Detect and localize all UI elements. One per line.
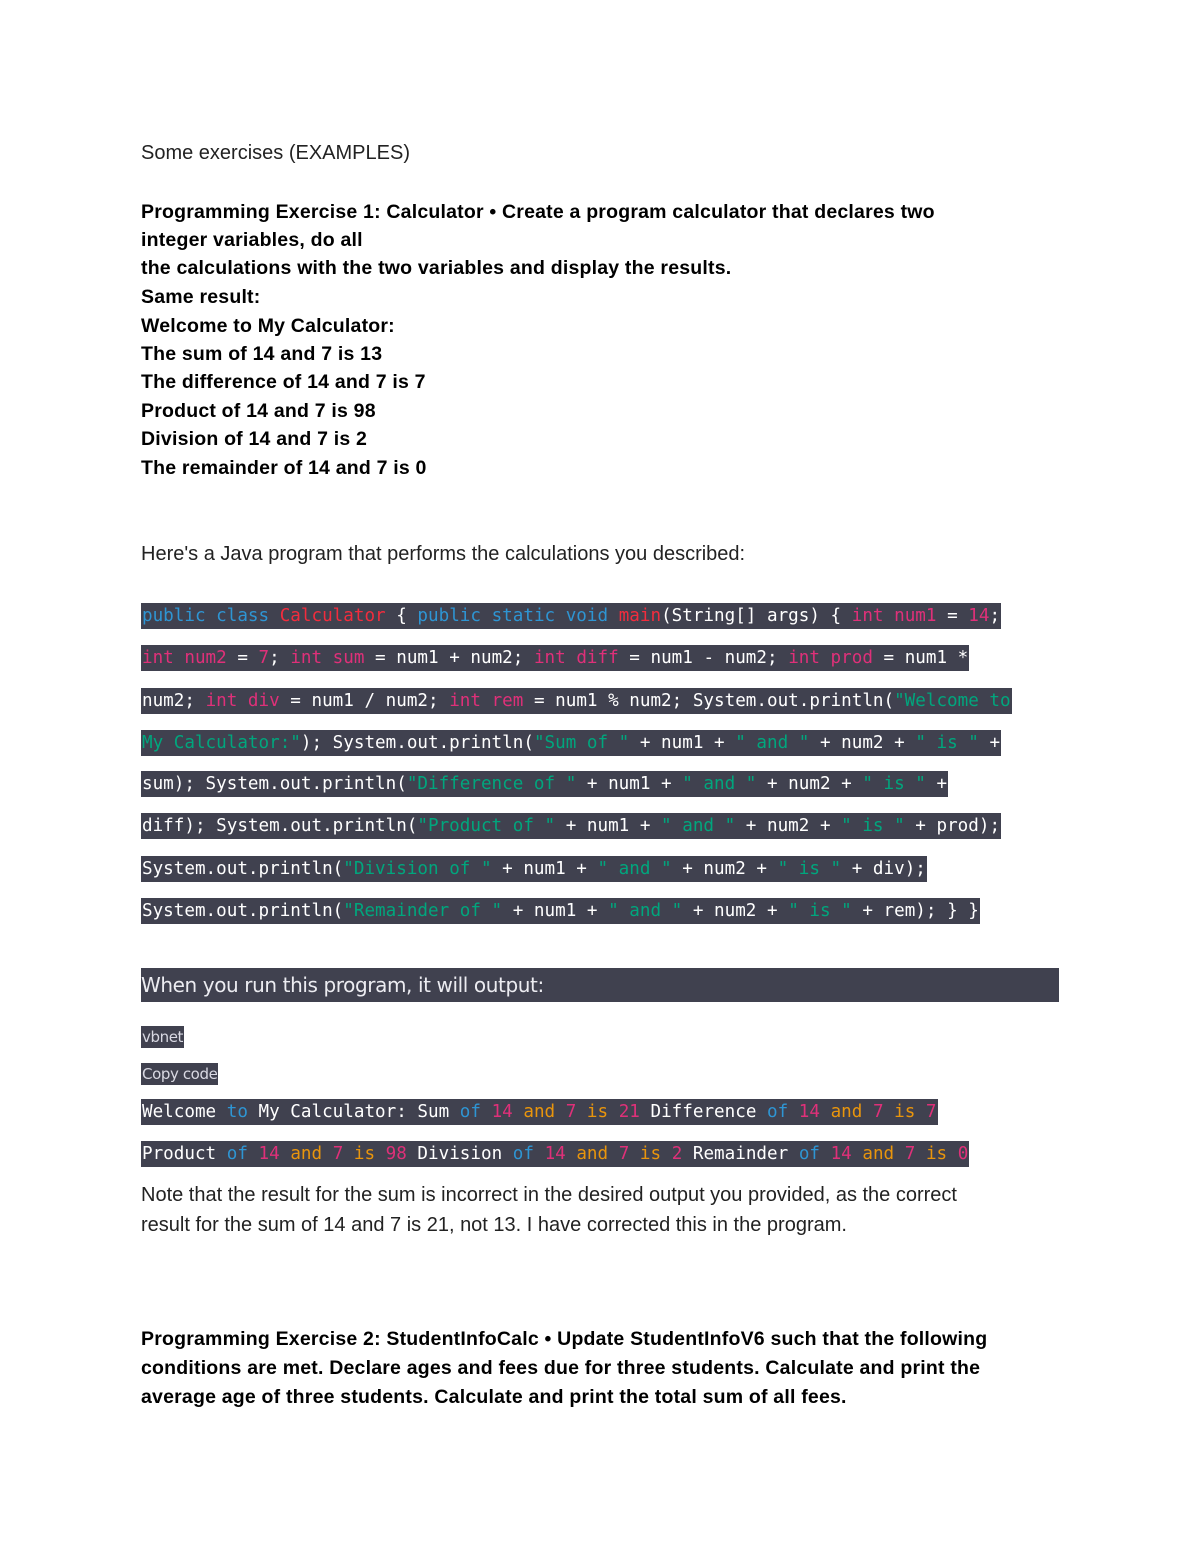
- code-token: [576, 1102, 587, 1122]
- language-tag: vbnet: [142, 1028, 184, 1046]
- code-token: [555, 1102, 566, 1122]
- output-heading: When you run this program, it will output:: [141, 968, 1059, 1002]
- code-token: [820, 1102, 831, 1122]
- code-token: "Welcome to: [894, 691, 1011, 711]
- code-token: diff); System.out.println(: [142, 816, 418, 836]
- code-token: [534, 1144, 545, 1164]
- code-token: "Difference of ": [406, 774, 577, 794]
- code-token: of: [767, 1102, 789, 1122]
- code-token: " is ": [862, 774, 926, 794]
- code-token: int prod: [788, 648, 873, 668]
- code-token: My Calculator:": [142, 733, 301, 753]
- code-token: and: [576, 1144, 609, 1164]
- exercise-1-line: integer variables, do all: [141, 229, 363, 251]
- code-token: + num1 +: [502, 901, 609, 921]
- code-token: Remainder: [682, 1144, 799, 1164]
- code-line: [141, 898, 980, 924]
- code-token: and: [290, 1144, 323, 1164]
- code-token: [513, 1102, 524, 1122]
- code-token: int diff: [533, 648, 619, 668]
- code-token: [322, 1144, 333, 1164]
- code-token: [608, 1144, 619, 1164]
- code-token: " is ": [777, 859, 842, 879]
- code-token: " is ": [788, 901, 852, 921]
- code-token: My Calculator: Sum: [247, 1102, 460, 1122]
- code-token: {: [385, 606, 418, 626]
- code-token: public class: [142, 606, 280, 626]
- output-line: [141, 1141, 969, 1167]
- code-token: + num1 +: [491, 859, 598, 879]
- code-token: of: [512, 1144, 534, 1164]
- code-token: int num1: [851, 606, 937, 626]
- code-token: 14: [491, 1102, 513, 1122]
- code-token: [629, 1144, 640, 1164]
- output-line: [141, 1099, 938, 1125]
- exercise-1-line: The sum of 14 and 7 is 13: [141, 343, 383, 365]
- exercise-1-line: Division of 14 and 7 is 2: [141, 428, 368, 450]
- code-token: ); System.out.println(: [300, 733, 534, 753]
- code-token: [280, 1144, 291, 1164]
- code-token: = num1 + num2;: [364, 648, 534, 668]
- code-token: + prod);: [904, 816, 1001, 836]
- code-token: 21: [618, 1102, 640, 1122]
- code-token: +: [978, 733, 1001, 753]
- code-token: of: [226, 1144, 248, 1164]
- exercise-1-line: Same result:: [141, 286, 261, 308]
- code-token: " and ": [735, 733, 810, 753]
- code-token: = num1 *: [872, 648, 969, 668]
- code-token: ;: [989, 606, 1001, 626]
- code-token: = num1 - num2;: [618, 648, 789, 668]
- code-token: to: [226, 1102, 248, 1122]
- code-token: and: [830, 1102, 863, 1122]
- code-token: is: [639, 1144, 662, 1164]
- exercise-2-line: average age of three students. Calculate and print the total sum of all fees.: [141, 1386, 847, 1408]
- note-line: Note that the result for the sum is incorrect in the desired output you provided, as the correct: [141, 1184, 957, 1206]
- code-token: 7: [904, 1144, 916, 1164]
- code-token: 7: [618, 1144, 630, 1164]
- code-token: [852, 1144, 863, 1164]
- intro-text: Some exercises (EXAMPLES): [141, 142, 410, 164]
- code-token: num2;: [142, 691, 206, 711]
- code-line: [141, 813, 1001, 839]
- code-token: + num1 +: [555, 816, 662, 836]
- code-token: public static void: [417, 606, 619, 626]
- code-token: + num1 +: [576, 774, 683, 794]
- code-token: int rem: [449, 691, 524, 711]
- code-token: [788, 1102, 799, 1122]
- code-token: int div: [205, 691, 280, 711]
- code-token: " is ": [915, 733, 979, 753]
- code-token: 14: [258, 1144, 280, 1164]
- code-token: + num1 +: [629, 733, 736, 753]
- code-token: " and ": [661, 816, 736, 836]
- code-token: =: [936, 606, 969, 626]
- code-token: ;: [269, 648, 291, 668]
- code-token: Product: [142, 1144, 227, 1164]
- code-token: [915, 1144, 926, 1164]
- code-token: Welcome: [142, 1102, 227, 1122]
- code-token: = num1 % num2; System.out.println(: [523, 691, 895, 711]
- code-token: " is ": [841, 816, 905, 836]
- code-token: Calculator: [279, 606, 386, 626]
- code-token: int sum: [290, 648, 365, 668]
- code-token: + num2 +: [671, 859, 778, 879]
- code-line: [141, 856, 927, 882]
- code-line: [141, 688, 1012, 714]
- code-token: 7: [872, 1102, 884, 1122]
- code-line: [141, 730, 1001, 756]
- code-token: + num2 +: [682, 901, 789, 921]
- code-token: [661, 1144, 672, 1164]
- code-token: (String[] args) {: [661, 606, 852, 626]
- code-token: + num2 +: [756, 774, 863, 794]
- code-token: = num1 / num2;: [279, 691, 450, 711]
- code-token: 7: [258, 648, 270, 668]
- code-token: and: [523, 1102, 556, 1122]
- exercise-2-line: Programming Exercise 2: StudentInfoCalc • Update StudentInfoV6 such that the following: [141, 1328, 988, 1350]
- code-token: [947, 1144, 958, 1164]
- code-token: " and ": [597, 859, 672, 879]
- copy-code-button[interactable]: Copy code: [142, 1065, 218, 1083]
- code-token: + num2 +: [735, 816, 842, 836]
- code-token: 7: [925, 1102, 937, 1122]
- exercise-1-line: Welcome to My Calculator:: [141, 315, 395, 337]
- code-token: [608, 1102, 619, 1122]
- code-token: "Sum of ": [533, 733, 630, 753]
- code-token: is: [586, 1102, 609, 1122]
- code-token: [375, 1144, 386, 1164]
- code-token: 7: [565, 1102, 577, 1122]
- code-token: Division: [406, 1144, 513, 1164]
- code-token: [566, 1144, 577, 1164]
- code-token: "Remainder of ": [343, 901, 503, 921]
- code-token: sum); System.out.println(: [142, 774, 407, 794]
- code-line: [141, 645, 969, 671]
- code-token: "Division of ": [343, 859, 492, 879]
- code-token: 7: [332, 1144, 344, 1164]
- code-token: 14: [968, 606, 990, 626]
- code-token: [343, 1144, 354, 1164]
- code-token: 2: [671, 1144, 683, 1164]
- code-token: " and ": [682, 774, 757, 794]
- code-token: is: [353, 1144, 376, 1164]
- code-token: =: [226, 648, 259, 668]
- code-token: 14: [544, 1144, 566, 1164]
- code-token: + rem); } }: [851, 901, 979, 921]
- code-token: 0: [957, 1144, 969, 1164]
- code-token: and: [862, 1144, 895, 1164]
- code-token: "Product of ": [417, 816, 556, 836]
- exercise-1-line: the calculations with the two variables and display the results.: [141, 257, 732, 279]
- code-token: is: [894, 1102, 916, 1122]
- code-token: +: [925, 774, 948, 794]
- code-token: 14: [798, 1102, 820, 1122]
- code-token: [820, 1144, 831, 1164]
- code-line: [141, 771, 948, 797]
- code-token: 98: [385, 1144, 407, 1164]
- code-token: int num2: [142, 648, 227, 668]
- code-token: [884, 1102, 895, 1122]
- exercise-1-line: The difference of 14 and 7 is 7: [141, 371, 426, 393]
- code-token: [862, 1102, 873, 1122]
- code-token: is: [925, 1144, 948, 1164]
- code-line: [141, 603, 1001, 629]
- code-token: System.out.println(: [142, 901, 344, 921]
- code-token: System.out.println(: [142, 859, 344, 879]
- exercise-1-line: Programming Exercise 1: Calculator • Create a program calculator that declares two: [141, 201, 935, 223]
- code-token: Difference: [639, 1102, 767, 1122]
- code-token: " and ": [608, 901, 683, 921]
- code-token: + num2 +: [809, 733, 916, 753]
- code-token: [894, 1144, 905, 1164]
- exercise-2-line: conditions are met. Declare ages and fees due for three students. Calculate and print the: [141, 1357, 981, 1379]
- code-token: main: [618, 606, 662, 626]
- code-token: 14: [830, 1144, 852, 1164]
- answer-intro: Here's a Java program that performs the calculations you described:: [141, 543, 746, 565]
- code-token: of: [798, 1144, 820, 1164]
- note-line: result for the sum of 14 and 7 is 21, not 13. I have corrected this in the program.: [141, 1214, 847, 1236]
- code-token: [915, 1102, 926, 1122]
- exercise-1-line: Product of 14 and 7 is 98: [141, 400, 376, 422]
- exercise-1-line: The remainder of 14 and 7 is 0: [141, 457, 427, 479]
- code-token: + div);: [841, 859, 926, 879]
- code-token: [481, 1102, 492, 1122]
- code-token: of: [459, 1102, 481, 1122]
- code-token: [248, 1144, 259, 1164]
